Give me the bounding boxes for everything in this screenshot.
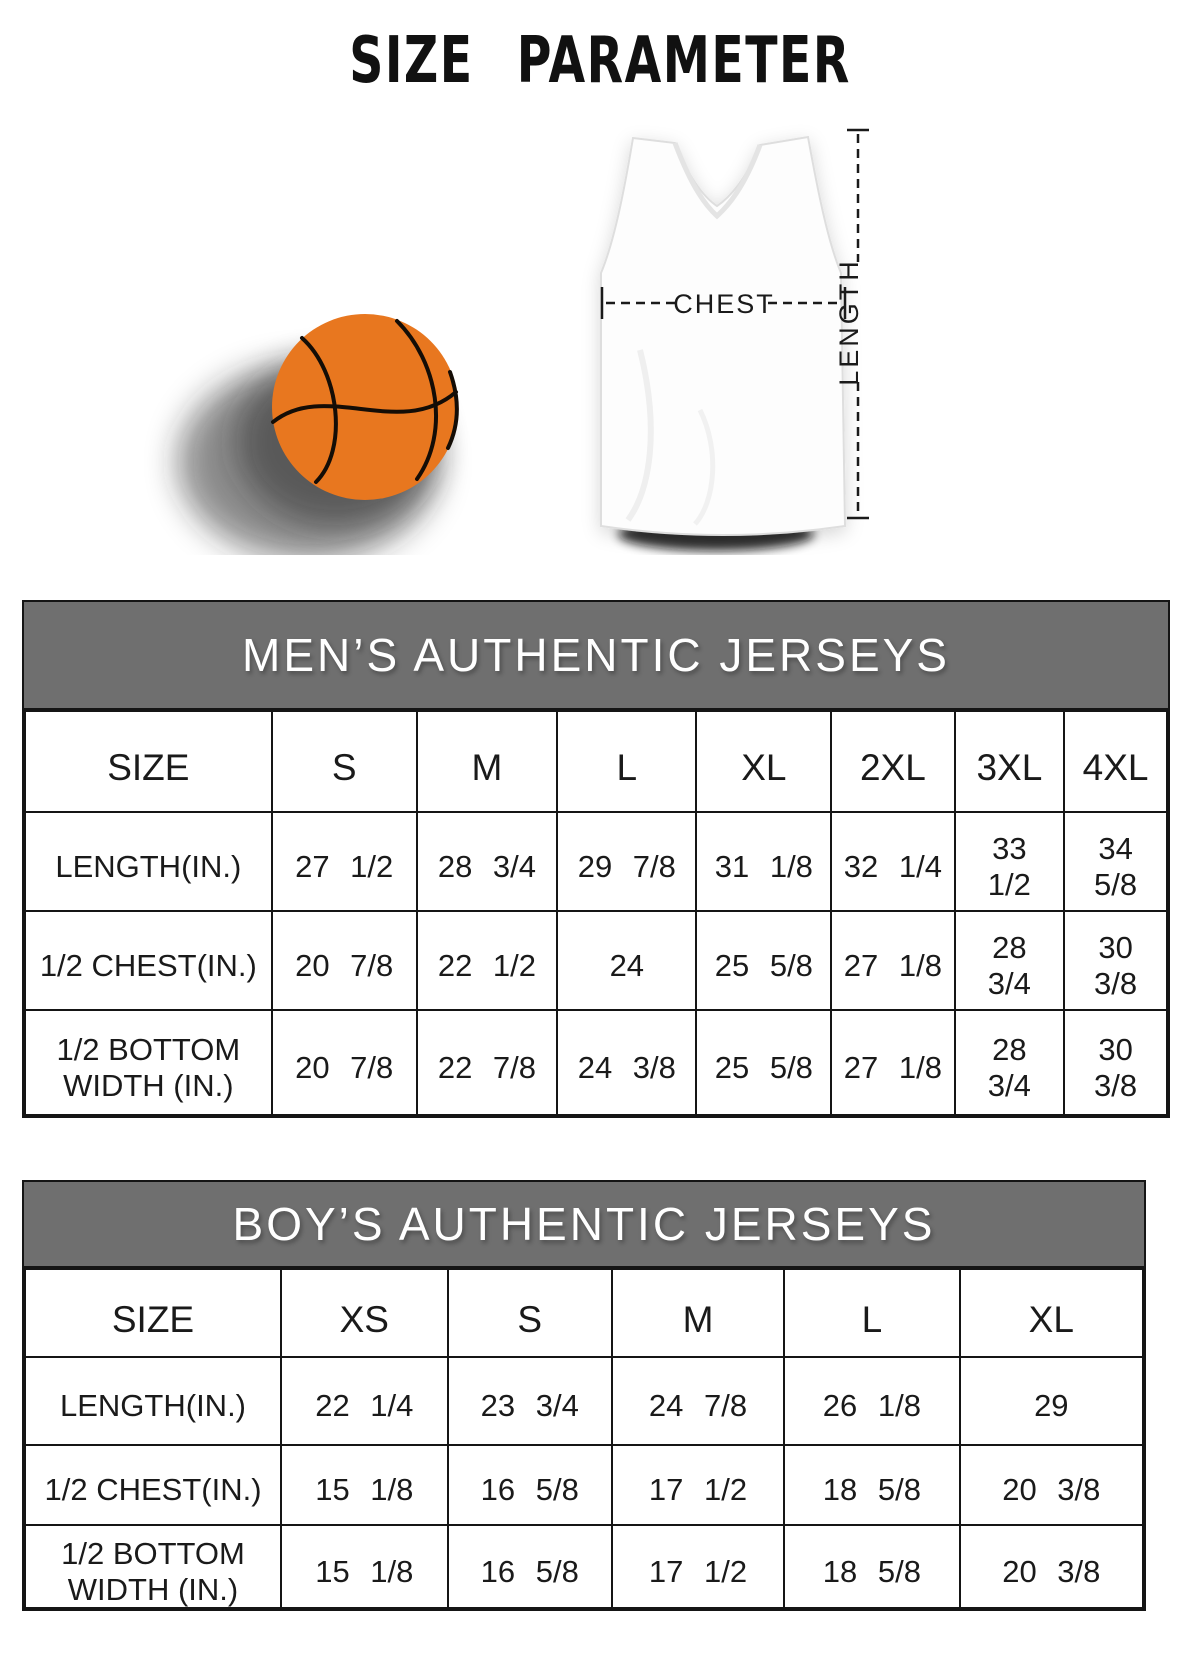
mens-size-table <box>24 710 1168 1116</box>
size-value: 28 3/4 <box>417 812 557 911</box>
size-value: 24 7/8 <box>612 1357 784 1445</box>
size-value: 26 1/8 <box>784 1357 960 1445</box>
size-value: 20 3/8 <box>960 1525 1143 1608</box>
column-header: S <box>448 1269 612 1357</box>
basketball-icon <box>178 314 458 555</box>
mens-half-chest-row <box>25 911 1167 1010</box>
row-label: 1/2 CHEST(IN.) <box>25 911 272 1010</box>
size-value: 31 1/8 <box>696 812 831 911</box>
chest-measure-label: CHEST <box>673 289 775 319</box>
column-header: M <box>612 1269 784 1357</box>
size-header-cell: SIZE <box>25 711 272 812</box>
size-value: 27 1/2 <box>272 812 417 911</box>
size-value: 25 5/8 <box>696 1010 831 1115</box>
row-label: 1/2 BOTTOM WIDTH (IN.) <box>25 1525 281 1608</box>
column-header: XL <box>960 1269 1143 1357</box>
column-header: 4XL <box>1064 711 1167 812</box>
jersey-body <box>601 137 845 535</box>
size-value: 17 1/2 <box>612 1525 784 1608</box>
size-header-cell: SIZE <box>25 1269 281 1357</box>
size-value: 34 5/8 <box>1064 812 1167 911</box>
size-value: 17 1/2 <box>612 1445 784 1525</box>
size-value: 32 1/4 <box>831 812 954 911</box>
column-header: XL <box>696 711 831 812</box>
size-value: 20 7/8 <box>272 911 417 1010</box>
size-value: 16 5/8 <box>448 1445 612 1525</box>
size-value: 24 3/8 <box>557 1010 696 1115</box>
page-title: SIZE PARAMETER <box>349 24 851 98</box>
row-label: 1/2 BOTTOM WIDTH (IN.) <box>25 1010 272 1115</box>
size-diagram <box>0 110 1200 555</box>
row-label: 1/2 CHEST(IN.) <box>25 1445 281 1525</box>
mens-table-header-bar <box>24 602 1168 710</box>
boys-half-chest-row <box>25 1445 1143 1525</box>
boys-half-bottom-width-row <box>25 1525 1143 1608</box>
size-value: 18 5/8 <box>784 1445 960 1525</box>
jersey-icon <box>601 137 845 551</box>
size-value: 15 1/8 <box>281 1445 448 1525</box>
size-value: 22 7/8 <box>417 1010 557 1115</box>
size-value: 24 <box>557 911 696 1010</box>
boys-table-title: BOY’S AUTHENTIC JERSEYS <box>232 1198 936 1250</box>
size-value: 33 1/2 <box>955 812 1065 911</box>
boys-size-table <box>24 1268 1144 1609</box>
size-value: 28 3/4 <box>955 1010 1065 1115</box>
mens-table-title: MEN’S AUTHENTIC JERSEYS <box>242 629 950 681</box>
size-value: 27 1/8 <box>831 1010 954 1115</box>
size-value: 22 1/4 <box>281 1357 448 1445</box>
boys-table-header-bar <box>24 1182 1144 1268</box>
mens-half-bottom-width-row <box>25 1010 1167 1115</box>
row-label: LENGTH(IN.) <box>25 812 272 911</box>
column-header: 3XL <box>955 711 1065 812</box>
boys-length-row <box>25 1357 1143 1445</box>
mens-size-header-row <box>25 711 1167 812</box>
boys-size-header-row <box>25 1269 1143 1357</box>
mens-length-row <box>25 812 1167 911</box>
size-value: 18 5/8 <box>784 1525 960 1608</box>
size-value: 20 3/8 <box>960 1445 1143 1525</box>
mens-size-table-section <box>22 600 1170 1118</box>
size-value: 16 5/8 <box>448 1525 612 1608</box>
size-value: 28 3/4 <box>955 911 1065 1010</box>
column-header: 2XL <box>831 711 954 812</box>
size-value: 27 1/8 <box>831 911 954 1010</box>
size-value: 29 <box>960 1357 1143 1445</box>
size-value: 23 3/4 <box>448 1357 612 1445</box>
size-value: 20 7/8 <box>272 1010 417 1115</box>
size-value: 30 3/8 <box>1064 1010 1167 1115</box>
boys-size-table-section <box>22 1180 1146 1611</box>
size-value: 29 7/8 <box>557 812 696 911</box>
size-value: 25 5/8 <box>696 911 831 1010</box>
column-header: L <box>784 1269 960 1357</box>
column-header: M <box>417 711 557 812</box>
row-label: LENGTH(IN.) <box>25 1357 281 1445</box>
length-measure-label: LENGTH <box>834 258 864 386</box>
column-header: XS <box>281 1269 448 1357</box>
size-value: 30 3/8 <box>1064 911 1167 1010</box>
column-header: S <box>272 711 417 812</box>
column-header: L <box>557 711 696 812</box>
size-value: 15 1/8 <box>281 1525 448 1608</box>
size-value: 22 1/2 <box>417 911 557 1010</box>
